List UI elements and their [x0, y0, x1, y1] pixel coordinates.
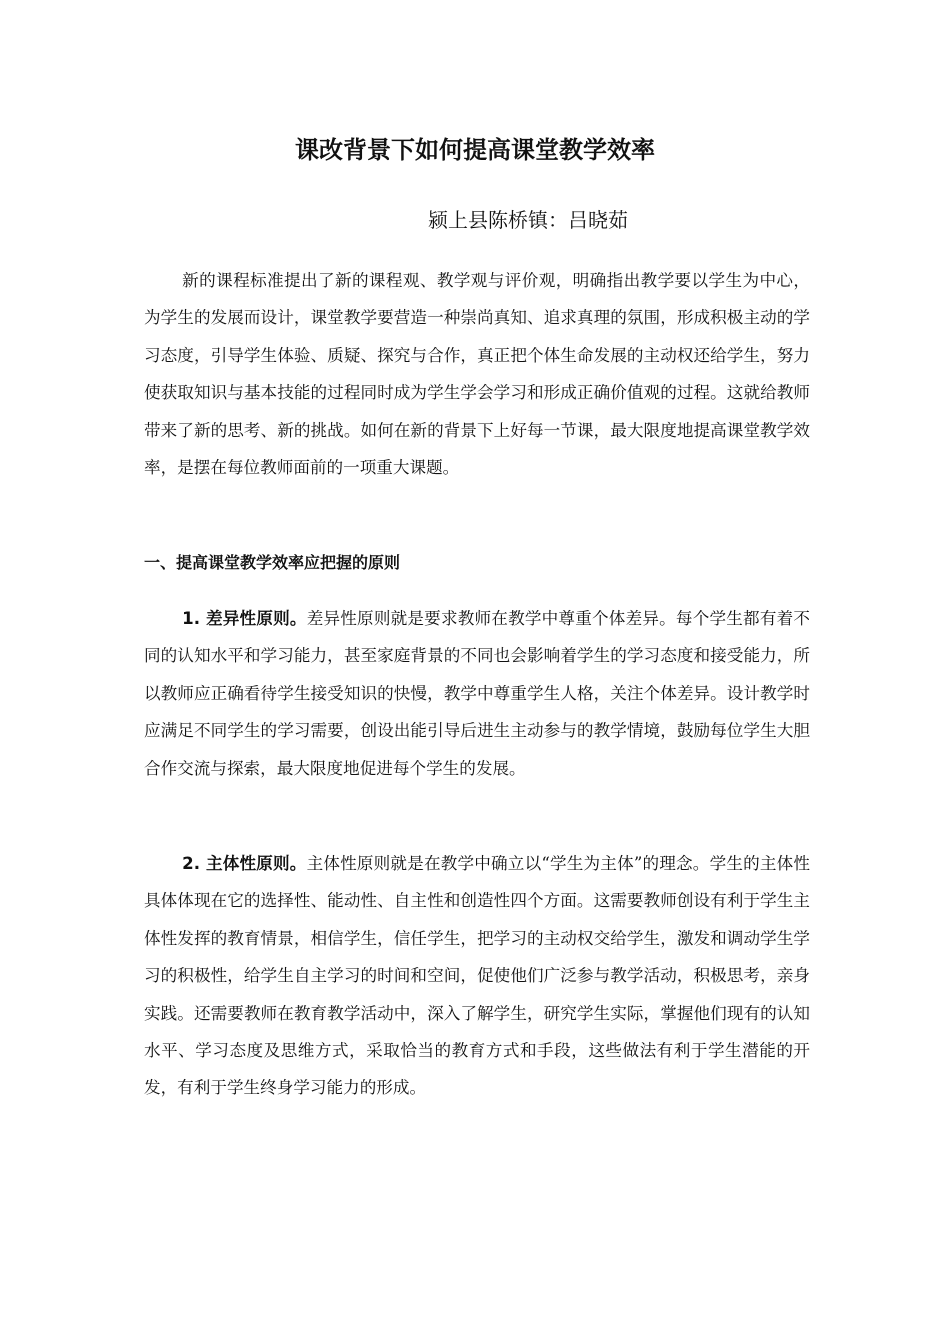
principle-1-lead: 1. 差异性原则。	[182, 609, 307, 628]
section-heading: 一、提高课堂教学效率应把握的原则	[144, 553, 401, 572]
principle-2-text: 主体性原则就是在教学中确立以“学生为主体”的理念。学生的主体性具体体现在它的选择性、能动性、自主性和创造性四个方面。这需要教师创设有利于学生主体性发挥的教育情景，相信学生，信任学生，把学习的主动权交给学生，激发和调动学生学习的积极性，给学生自主学习的时间和空间，促使他们广泛参与教学活动，积极思考，亲身实践。还需要教师在教育教学活动中，深入了解学生，研究学生实际，掌握他们现有的认知水平、学习态度及思维方式，采取恰当的教育方式和手段，这些做法有利于学生潜能的开发，有利于学生终身学习能力的形成。	[144, 854, 810, 1098]
document-title: 课改背景下如何提高课堂教学效率	[295, 136, 655, 164]
principle-2-paragraph	[144, 845, 810, 1107]
principle-1-text: 差异性原则就是要求教师在教学中尊重个体差异。每个学生都有着不同的认知水平和学习能力，甚至家庭背景的不同也会影响着学生的学习态度和接受能力，所以教师应正确看待学生接受知识的快慢，教学中尊重学生人格，关注个体差异。设计教学时应满足不同学生的学习需要，创设出能引导后进生主动参与的教学情境，鼓励每位学生大胆合作交流与探索，最大限度地促进每个学生的发展。	[144, 609, 810, 778]
principle-1-paragraph	[144, 600, 810, 787]
principle-2-lead: 2. 主体性原则。	[182, 854, 307, 873]
author-line: 颍上县陈桥镇：吕晓茹	[428, 208, 628, 232]
intro-paragraph: 新的课程标准提出了新的课程观、教学观与评价观，明确指出教学要以学生为中心，为学生的发展而设计，课堂教学要营造一种崇尚真知、追求真理的氛围，形成积极主动的学习态度，引导学生体验、质疑、探究与合作，真正把个体生命发展的主动权还给学生，努力使获取知识与基本技能的过程同时成为学生学会学习和形成正确价值观的过程。这就给教师带来了新的思考、新的挑战。如何在新的背景下上好每一节课，最大限度地提高课堂教学效率，是摆在每位教师面前的一项重大课题。	[144, 271, 810, 478]
